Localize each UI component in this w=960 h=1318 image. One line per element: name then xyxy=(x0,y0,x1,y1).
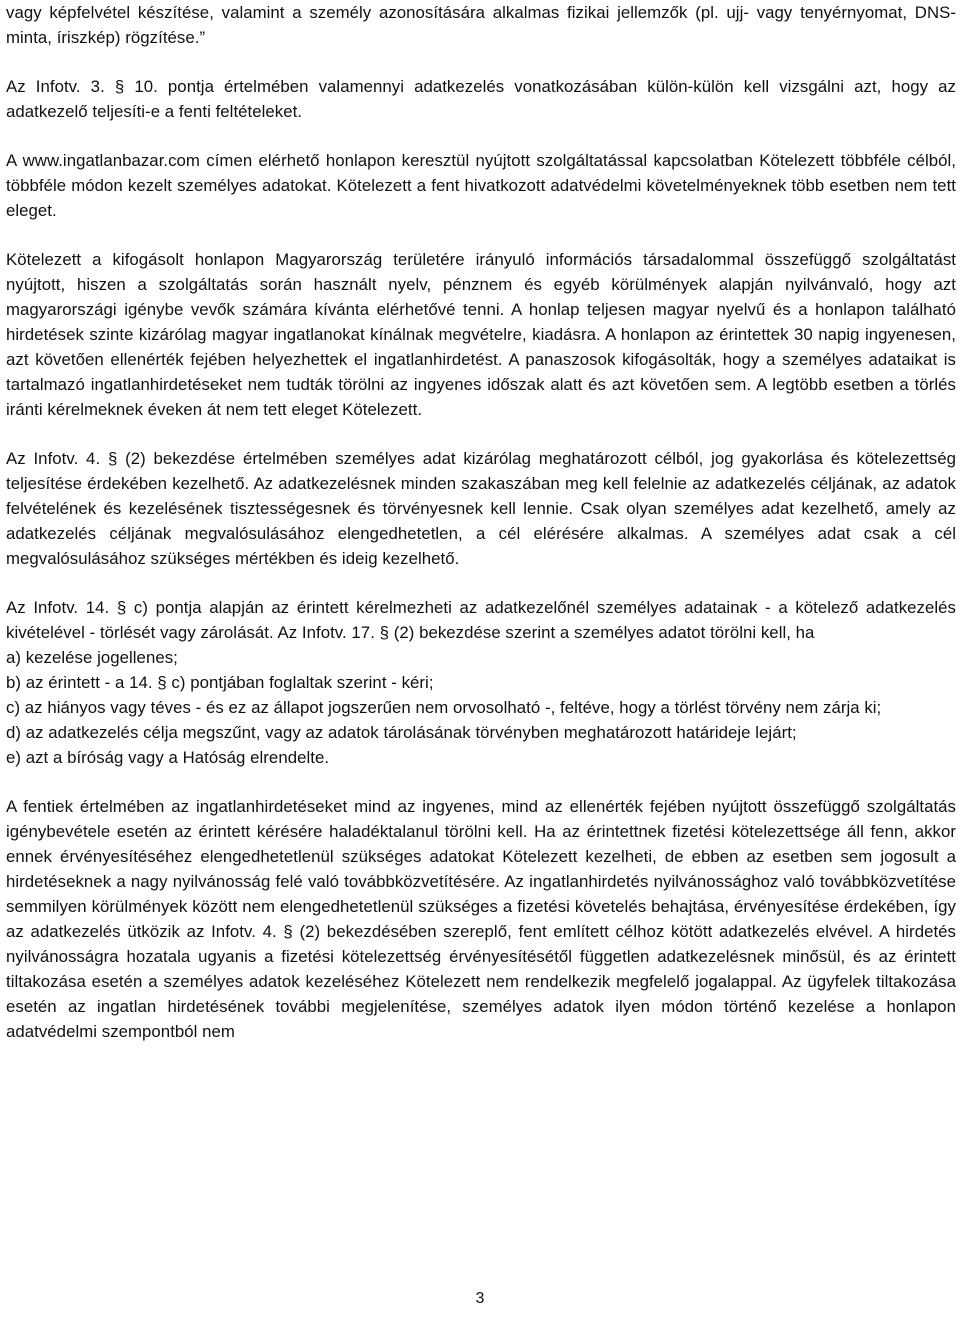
list-item: a) kezelése jogellenes; xyxy=(6,648,178,667)
paragraph-closing: A fentiek értelmében az ingatlanhirdetéseket mind az ingyenes, mind az ellenérték fejében nyújtott összefüggő szolgáltatás igénybevétele esetén az érintett kérésére haladéktalanul törölni kell. Ha az érintettnek fizetési kötelezettsége áll fenn, akkor ennek érvényesítéséhez elengedhetetlenül szükséges adatokat Kötelezett kezelheti, de ebben az esetben sem jogosult a hirdetéseknek a nagy nyilvánosság felé való továbbközvetítésére. Az ingatlanhirdetés nyilvánossághoz való továbbközvetítése semmilyen körülmények között nem elengedhetetlenül szükséges a fizetési követelés behajtása, érvényesítése érdekében, így az adatkezelés ütközik az Infotv. 4. § (2) bekezdésében szereplő, fent említett célhoz kötött adatkezelés elvével. A hirdetés nyilvánosságra hozatala ugyanis a fizetési kötelezettség érvényesítésétől független adatkezelésnek minősül, és az érintett tiltakozása esetén a személyes adatok kezeléséhez Kötelezett nem rendelkezik megfelelő jogalappal. Az ügyfelek tiltakozása esetén az ingatlan hirdetésének további megjelenítése, személyes adatok ilyen módon történő kezelése a honlapon adatvédelmi szempontból nem xyxy=(6,797,956,1041)
document-body xyxy=(6,0,956,1068)
list-item: c) az hiányos vagy téves - és ez az állapot jogszerűen nem orvosolható -, feltéve, hogy a törlést törvény nem zárja ki; xyxy=(6,698,882,717)
list-item: b) az érintett - a 14. § c) pontjában foglaltak szerint - kéri; xyxy=(6,673,434,692)
list-item: d) az adatkezelés célja megszűnt, vagy az adatok tárolásának törvényben meghatározott határideje lejárt; xyxy=(6,723,797,742)
paragraph-infotv-3: Az Infotv. 3. § 10. pontja értelmében valamennyi adatkezelés vonatkozásában külön-külön kell vizsgálni azt, hogy az adatkezelő teljesíti-e a fenti feltételeket. xyxy=(6,77,956,121)
paragraph-infotv-4: Az Infotv. 4. § (2) bekezdése értelmében személyes adat kizárólag meghatározott célból, jog gyakorlása és kötelezettség teljesítése érdekében kezelhető. Az adatkezelésnek minden szakaszában meg kell felelnie az adatkezelés céljának, az adatok felvételének és kezelésének tisztességesnek és törvényesnek kell lennie. Csak olyan személyes adat kezelhető, amely az adatkezelés céljának megvalósulásához elengedhetetlen, a cél elérésére alkalmas. A személyes adat csak a cél megvalósulásához szükséges mértékben és ideig kezelhető. xyxy=(6,449,956,568)
paragraph-continued: vagy képfelvétel készítése, valamint a személy azonosítására alkalmas fizikai jellemzők (pl. ujj- vagy tenyérnyomat, DNS-minta, íriszkép) rögzítése.” xyxy=(6,3,956,47)
deletion-conditions-list xyxy=(6,595,956,770)
paragraph-website: A www.ingatlanbazar.com címen elérhető honlapon keresztül nyújtott szolgáltatással kapcsolatban Kötelezett többféle célból, többféle módon kezelt személyes adatokat. Kötelezett a fent hivatkozott adatvédelmi követelményeknek több esetben nem tett eleget. xyxy=(6,151,956,220)
list-intro: Az Infotv. 14. § c) pontja alapján az érintett kérelmezheti az adatkezelőnél személyes adatainak - a kötelező adatkezelés kivételével - törlését vagy zárolását. Az Infotv. 17. § (2) bekezdése szerint a személyes adatot törölni kell, ha xyxy=(6,598,956,642)
paragraph-service: Kötelezett a kifogásolt honlapon Magyarország területére irányuló információs társadalommal összefüggő szolgáltatást nyújtott, hiszen a szolgáltatás során használt nyelv, pénznem és egyéb körülmények alapján nyilvánvaló, hogy azt magyarországi igénybe vevők számára kívánta elérhetővé tenni. A honlap teljesen magyar nyelvű és a honlapon található hirdetések szinte kizárólag magyar ingatlanokat kínálnak megvételre, kiadásra. A honlapon az érintettek 30 napig ingyenesen, azt követően ellenérték fejében helyezhettek el ingatlanhirdetést. A panaszosok kifogásolták, hogy a személyes adataikat is tartalmazó ingatlanhirdetéseket nem tudták törölni az ingyenes időszak alatt és azt követően sem. A legtöbb esetben a törlés iránti kérelmeknek éveken át nem tett eleget Kötelezett. xyxy=(6,250,956,419)
page-number: 3 xyxy=(475,1290,485,1307)
list-item: e) azt a bíróság vagy a Hatóság elrendelte. xyxy=(6,748,330,767)
